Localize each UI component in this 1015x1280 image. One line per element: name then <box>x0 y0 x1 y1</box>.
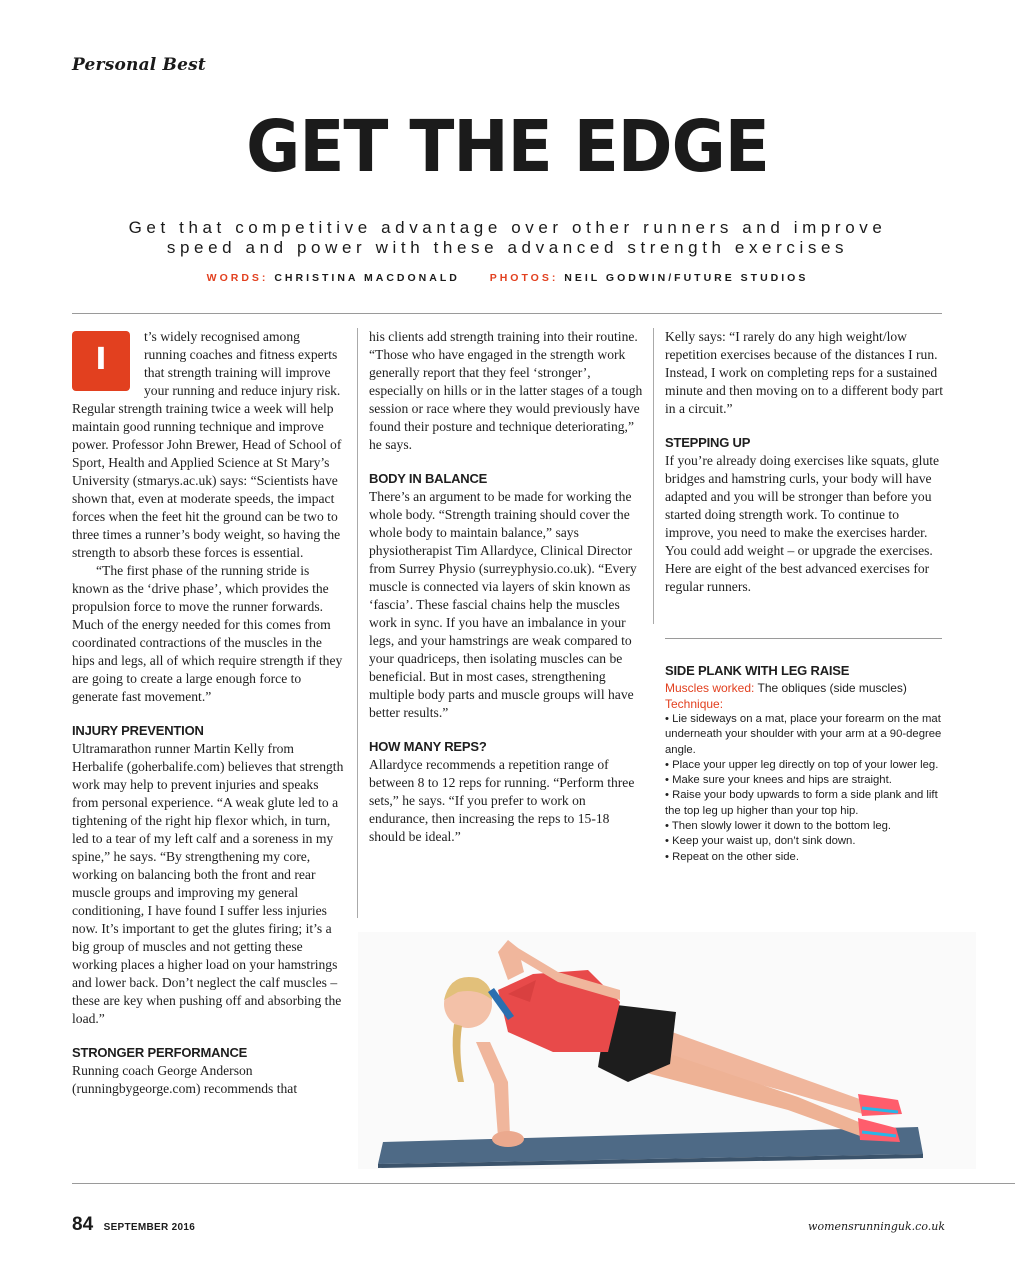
column-divider <box>653 328 654 624</box>
body-paragraph: “The first phase of the running stride is known as the ‘drive phase’, which provides the propulsion force to move the runner forwards. Much of the energy needed for this comes from coordinated contractions of the muscles in the hips and legs, all of which require strength if they are going to create a large enough force to generate fast movement.” <box>72 563 343 704</box>
words-label: WORDS: <box>206 272 269 284</box>
muscles-worked <box>665 680 945 696</box>
intro-paragraph: t’s widely recognised among running coaches and fitness experts that strength training will improve your running and reduce injury risk. Regular strength training twice a week will help maintain good running technique and improve power. Professor John Brewer, Head of School of Sport, Health and Applied Science at St Mary’s University (stmarys.ac.uk) says: “Scientists have shown that, even at moderate speeds, the impact forces when the feet hit the ground can be two to three times a runner’s body weight, so having the strength to absorb these forces is essential. <box>72 329 342 560</box>
technique-step: • Raise your body upwards to form a side plank and lift the top leg up higher than your top hip. <box>665 789 938 817</box>
section-tag: Personal Best <box>72 55 206 75</box>
column-divider <box>357 328 358 918</box>
technique-step: • Then slowly lower it down to the bottom leg. <box>665 820 892 833</box>
footer-url: womensrunninguk.co.uk <box>808 1220 945 1233</box>
body-paragraph: his clients add strength training into their routine. “Those who have engaged in the strength work generally report that they feel ‘stronger’, especially on hills or in the latter stages of a tough session or race where they would previously have found their posture and technique deteriorating,” he says. <box>369 329 643 452</box>
subhead-injury-prevention: INJURY PREVENTION <box>72 723 204 738</box>
standfirst: Get that competitive advantage over other runners and improve speed and power with these advanced strength exercises <box>128 218 887 257</box>
technique-step: • Place your upper leg directly on top of your lower leg. <box>665 758 939 771</box>
words-name: CHRISTINA MACDONALD <box>274 272 460 284</box>
exercise-title: SIDE PLANK WITH LEG RAISE <box>665 663 850 678</box>
footer-folio <box>72 1214 195 1236</box>
side-plank-photo <box>358 932 976 1169</box>
body-paragraph: Running coach George Anderson (runningbygeorge.com) recommends that <box>72 1063 298 1096</box>
body-paragraph: Allardyce recommends a repetition range of between 8 to 12 reps for running. “Perform three sets,” he says. “If you prefer to work on endurance, then increasing the reps to 15-18 should be ideal.” <box>369 757 635 844</box>
photos-name: NEIL GODWIN/FUTURE STUDIOS <box>564 272 809 284</box>
subhead-how-many-reps: HOW MANY REPS? <box>369 739 487 754</box>
column-2 <box>369 328 645 846</box>
footer-divider <box>72 1183 1015 1184</box>
technique-list <box>665 712 945 865</box>
header-divider <box>72 313 942 314</box>
photos-label: PHOTOS: <box>489 272 559 284</box>
byline <box>0 272 1015 284</box>
column-1 <box>72 328 345 1098</box>
page-title: GET THE EDGE <box>246 104 769 189</box>
issue-date: SEPTEMBER 2016 <box>103 1222 196 1233</box>
exercise-box <box>665 662 945 865</box>
subhead-stepping-up: STEPPING UP <box>665 435 751 450</box>
body-paragraph: Ultramarathon runner Martin Kelly from Herbalife (goherbalife.com) believes that strength work may help to prevent injuries and speaks from personal experience. “A weak glute led to a tightening of the right hip flexor which, in turn, led to a tear of my left calf and a soreness in my spine,” he says. “By strengthening my core, working on balancing both the front and rear muscle groups and improving my general conditioning, I have found I suffer less injuries now. It’s important to get the glutes firing; it’s a big group of muscles and not getting these working places a higher load on your hamstrings and lower back. Don’t neglect the calf muscles – these are key when pushing off and absorbing the load.” <box>72 741 344 1026</box>
page-number: 84 <box>72 1214 94 1235</box>
drop-cap: I <box>72 331 130 391</box>
muscles-value: The obliques (side muscles) <box>757 681 907 695</box>
technique-step: • Make sure your knees and hips are straight. <box>665 774 892 787</box>
body-paragraph: Kelly says: “I rarely do any high weight/low repetition exercises because of the distances I run. Instead, I work on completing reps for a sustained minute and then moving on to a different body part in a circuit.” <box>665 329 943 416</box>
body-paragraph: There’s an argument to be made for working the whole body. “Strength training should cover the whole body to maintain balance,” says physiotherapist Tim Allardyce, Clinical Director from Surrey Physio (surreyphysio.co.uk). “Every muscle is connected via layers of skin known as ‘fascia’. These fascial chains help the muscles work in sync. If you have an imbalance in your legs, and your hamstrings are weak compared to your quadriceps, then isolating muscles can be beneficial. But in most cases, strengthening multiple body parts and muscle groups will have better results.” <box>369 489 637 720</box>
column-3 <box>665 328 943 596</box>
subhead-stronger-performance: STRONGER PERFORMANCE <box>72 1045 248 1060</box>
body-paragraph: If you’re already doing exercises like squats, glute bridges and hamstring curls, your body will have adapted and you will be stronger than before you started doing strength work. To continue to improve, you need to make the exercises harder. You could add weight – or upgrade the exercises. Here are eight of the best advanced exercises for regular runners. <box>665 453 940 594</box>
subhead-body-in-balance: BODY IN BALANCE <box>369 471 488 486</box>
exercise-divider <box>665 638 942 639</box>
muscles-label: Muscles worked: <box>665 681 755 695</box>
technique-step: • Lie sideways on a mat, place your forearm on the mat underneath your shoulder with your arm at a 90-degree angle. <box>665 713 942 756</box>
technique-label: Technique: <box>665 697 724 711</box>
technique-step: • Keep your waist up, don’t sink down. <box>665 835 856 848</box>
technique-step: • Repeat on the other side. <box>665 850 799 863</box>
